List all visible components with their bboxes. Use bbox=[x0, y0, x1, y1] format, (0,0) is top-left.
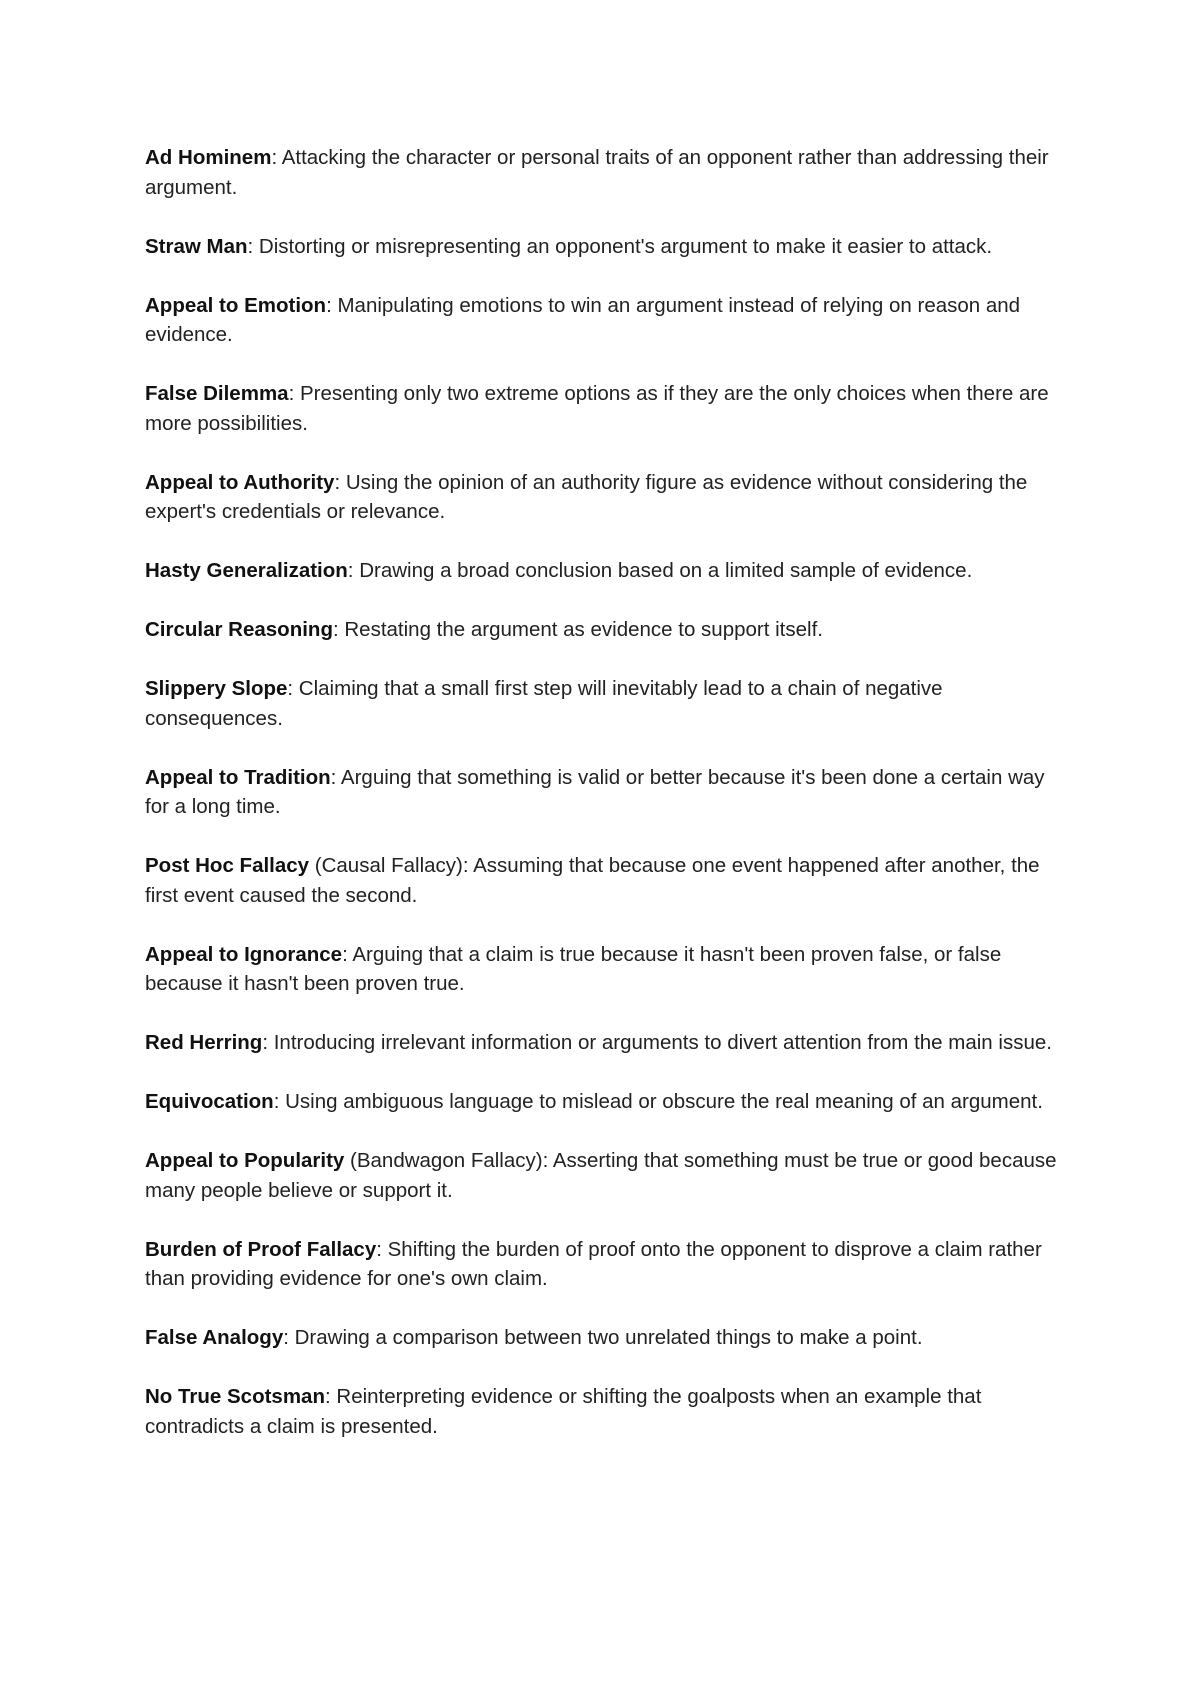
entry-term: Appeal to Emotion bbox=[145, 293, 327, 317]
entry-term: False Dilemma bbox=[145, 382, 289, 405]
entry-definition: : Assuming that because one event happened after another, the first event caused the second. bbox=[145, 854, 1040, 907]
entry-definition: : Arguing that something is valid or better because it's been done a certain way for a long time. bbox=[145, 765, 1045, 818]
entry-burden-of-proof-fallacy bbox=[145, 1235, 1070, 1294]
entry-hasty-generalization bbox=[145, 556, 1070, 586]
entry-term: Straw Man bbox=[145, 234, 248, 258]
entry-term: Red Herring bbox=[145, 1031, 263, 1054]
entry-appeal-to-authority bbox=[145, 468, 1070, 527]
entry-definition: : Presenting only two extreme options as if they are the only choices when there are more possibilities. bbox=[145, 382, 1049, 435]
entry-term: Appeal to Tradition bbox=[145, 765, 331, 789]
entry-definition: : Asserting that something must be true or good because many people believe or support it. bbox=[145, 1149, 1057, 1202]
entry-term: Equivocation bbox=[145, 1090, 274, 1113]
entry-term: Circular Reasoning bbox=[145, 618, 333, 641]
entry-ad-hominem bbox=[145, 143, 1070, 202]
entry-appeal-to-ignorance bbox=[145, 940, 1070, 999]
entry-term: No True Scotsman bbox=[145, 1385, 325, 1408]
entry-definition: : Restating the argument as evidence to support itself. bbox=[332, 618, 823, 641]
entry-term: Appeal to Popularity bbox=[145, 1149, 345, 1172]
entry-term: Post Hoc Fallacy bbox=[145, 854, 310, 877]
entry-qualifier: (Bandwagon Fallacy) bbox=[344, 1149, 543, 1172]
entry-slippery-slope bbox=[145, 674, 1070, 733]
entry-term: Appeal to Authority bbox=[145, 470, 335, 494]
entry-term: Burden of Proof Fallacy bbox=[145, 1237, 377, 1261]
entry-appeal-to-tradition bbox=[145, 763, 1070, 822]
entry-appeal-to-emotion bbox=[145, 291, 1070, 350]
entry-term: Appeal to Ignorance bbox=[145, 942, 343, 966]
entry-definition: : Distorting or misrepresenting an opponent's argument to make it easier to attack. bbox=[247, 234, 993, 258]
entry-definition: : Reinterpreting evidence or shifting the goalposts when an example that contradicts a claim is presented. bbox=[145, 1385, 982, 1438]
entry-circular-reasoning bbox=[145, 615, 1070, 645]
entry-definition: : Manipulating emotions to win an argument instead of relying on reason and evidence. bbox=[145, 293, 1021, 346]
entry-definition: : Shifting the burden of proof onto the opponent to disprove a claim rather than providing evidence for one's own claim. bbox=[145, 1237, 1042, 1290]
entry-definition: : Using the opinion of an authority figure as evidence without considering the expert's credentials or relevance. bbox=[145, 470, 1028, 523]
entry-definition: : Using ambiguous language to mislead or obscure the real meaning of an argument. bbox=[273, 1090, 1043, 1113]
entry-definition: : Drawing a broad conclusion based on a limited sample of evidence. bbox=[347, 559, 973, 582]
entry-post-hoc-fallacy bbox=[145, 851, 1070, 910]
entry-false-analogy bbox=[145, 1323, 1070, 1353]
fallacy-list bbox=[145, 143, 1070, 1471]
entry-term: False Analogy bbox=[145, 1326, 284, 1349]
entry-false-dilemma bbox=[145, 379, 1070, 438]
entry-appeal-to-popularity bbox=[145, 1146, 1070, 1205]
entry-equivocation bbox=[145, 1087, 1070, 1117]
entry-red-herring bbox=[145, 1028, 1070, 1058]
entry-qualifier: (Causal Fallacy) bbox=[309, 854, 463, 877]
entry-definition: : Claiming that a small first step will inevitably lead to a chain of negative consequences. bbox=[145, 677, 943, 730]
entry-definition: : Drawing a comparison between two unrelated things to make a point. bbox=[283, 1326, 923, 1349]
entry-definition: : Arguing that a claim is true because it hasn't been proven false, or false because it hasn't been proven true. bbox=[145, 942, 1002, 995]
entry-definition: : Introducing irrelevant information or arguments to divert attention from the main issue. bbox=[262, 1031, 1052, 1054]
entry-no-true-scotsman bbox=[145, 1382, 1070, 1441]
entry-definition: : Attacking the character or personal traits of an opponent rather than addressing their argument. bbox=[145, 146, 1049, 199]
entry-term: Slippery Slope bbox=[145, 677, 288, 700]
entry-straw-man bbox=[145, 232, 1070, 262]
entry-term: Ad Hominem bbox=[145, 146, 272, 169]
entry-term: Hasty Generalization bbox=[145, 559, 348, 582]
